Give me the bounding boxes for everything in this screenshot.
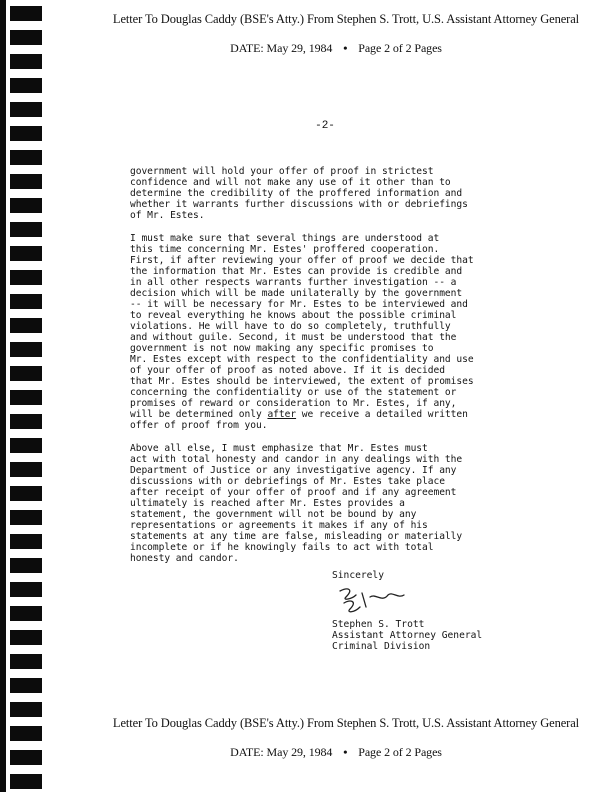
binding-hole: [10, 534, 42, 549]
binding-hole: [10, 558, 42, 573]
paragraph-2-text-a: I must make sure that several things are understood at this time concerning Mr. Estes' proffered cooperation. First, if after reviewing your offer of proof we decide that the information that Mr. Estes can provide is credible and in all other respects warrants further investigation -- a decision which will be made unilaterally by the government -- it will be necessary for Mr. Estes to be interviewed and to reveal everything he knows about the possible criminal violations. He will have to do so completely, truthfully and without guile. Second, it must be understood that the government is not now making any specific promises to Mr. Estes except with respect to the confidentiality and use of your offer of proof as noted above. If it is decided that Mr. Estes should be interviewed, the extent of promises concerning the confidentiality or use of the statement or promises of reward or consideration to Mr. Estes, if any, will be determined only: [130, 233, 474, 420]
binding-hole: [10, 462, 42, 477]
binding-hole: [10, 486, 42, 501]
footer-page: Page 2 of 2 Pages: [358, 745, 442, 759]
signature-block: [332, 570, 552, 652]
page-footer: [60, 716, 612, 760]
paragraph-2: [130, 233, 525, 431]
footer-title: Letter To Douglas Caddy (BSE's Atty.) From Stephen S. Trott, U.S. Assistant Attorney General: [112, 716, 580, 730]
binding-hole: [10, 126, 42, 141]
signer-title: Assistant Attorney General: [332, 630, 483, 641]
binding-hole: [10, 6, 42, 21]
binding-hole: [10, 294, 42, 309]
binding-hole: [10, 582, 42, 597]
signer-division: Criminal Division: [332, 641, 431, 652]
binding-hole: [10, 342, 42, 357]
binding-hole: [10, 54, 42, 69]
binding-hole: [10, 390, 42, 405]
paragraph-2-underlined-word: after: [267, 409, 297, 420]
page-header: [60, 12, 612, 56]
binding-hole: [10, 222, 42, 237]
binding-hole: [10, 414, 42, 429]
binding-hole: [10, 270, 42, 285]
binding-hole: [10, 174, 42, 189]
binding-hole: [10, 774, 42, 789]
binding-hole: [10, 102, 42, 117]
letter-body: [130, 166, 525, 576]
binding-edge: [0, 0, 6, 792]
header-date-line: [60, 41, 612, 56]
binding-hole: [10, 198, 42, 213]
paragraph-3: Above all else, I must emphasize that Mr. Estes must act with total honesty and candor in any dealings with the Department of Justice or any investigative agency. If any discussions with or debriefings of Mr. Estes take place after receipt of your offer of proof and if any agreement ultimately is reached after Mr. Estes provides a statement, the government will not be bound by any representations or agreements it makes if any of his statements at any time are false, misleading or materially incomplete or if he knowingly fails to act with total honesty and candor.: [130, 443, 463, 564]
footer-separator: •: [343, 745, 348, 759]
binding-hole: [10, 150, 42, 165]
header-date: DATE: May 29, 1984: [230, 41, 333, 55]
binding-hole: [10, 366, 42, 381]
binding-hole: [10, 750, 42, 765]
binding-hole: [10, 246, 42, 261]
header-separator: •: [343, 41, 348, 55]
footer-date: DATE: May 29, 1984: [230, 745, 333, 759]
signer-name: Stephen S. Trott: [332, 619, 425, 630]
binding-hole: [10, 678, 42, 693]
binding-hole: [10, 726, 42, 741]
binding-hole: [10, 78, 42, 93]
binding-hole: [10, 702, 42, 717]
footer-date-line: [60, 745, 612, 760]
binding-hole: [10, 606, 42, 621]
closing: Sincerely: [332, 570, 384, 581]
header-page: Page 2 of 2 Pages: [358, 41, 442, 55]
binding-strip: [0, 0, 44, 792]
paragraph-2-text-b: we receive a detailed written offer of proof from you.: [130, 409, 468, 431]
binding-hole: [10, 318, 42, 333]
binding-hole: [10, 438, 42, 453]
paragraph-1: government will hold your offer of proof in strictest confidence and will not make any use of it other than to determine the credibility of the proffered information and whether it warrants further discussions with or debriefings of Mr. Estes.: [130, 166, 468, 221]
binding-hole: [10, 630, 42, 645]
binding-hole: [10, 510, 42, 525]
binding-hole: [10, 654, 42, 669]
handwritten-signature: [332, 583, 412, 617]
page-number: -2-: [315, 120, 335, 132]
binding-hole: [10, 30, 42, 45]
header-title: Letter To Douglas Caddy (BSE's Atty.) From Stephen S. Trott, U.S. Assistant Attorney General: [112, 12, 580, 26]
